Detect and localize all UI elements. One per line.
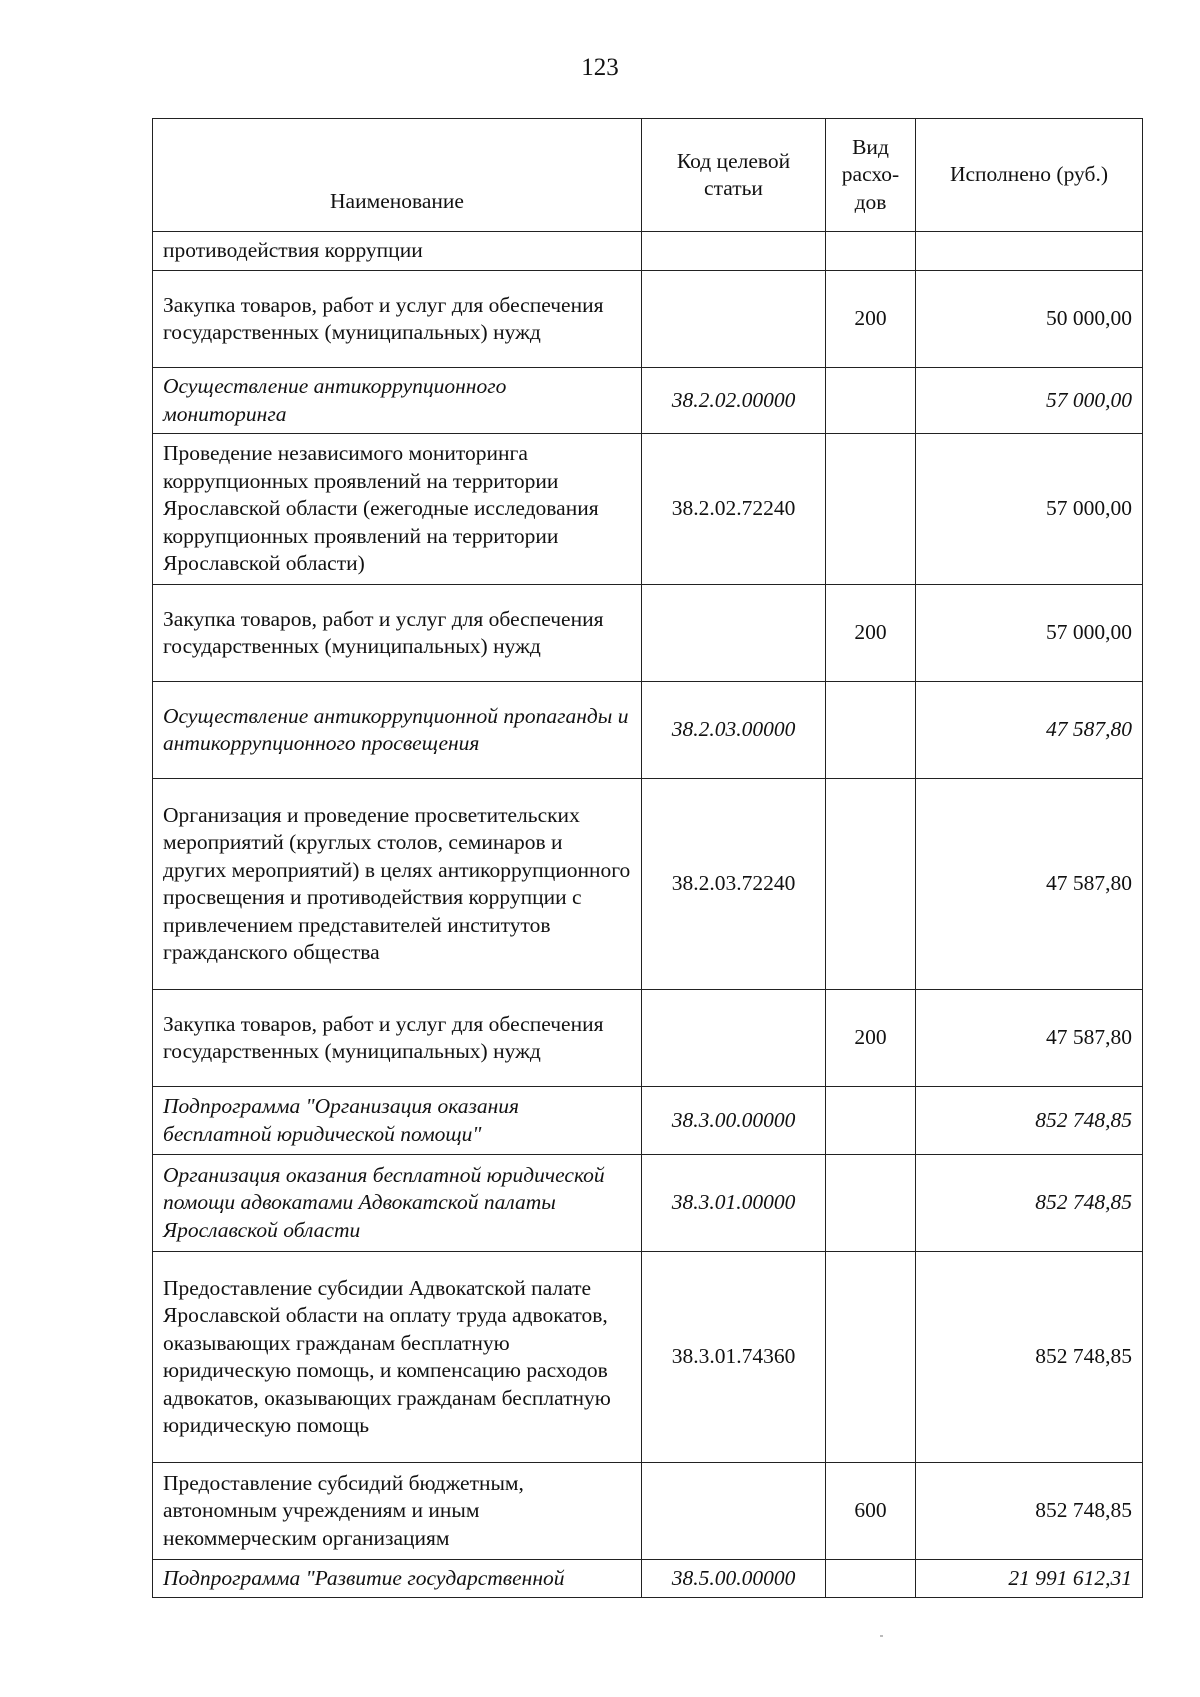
- row-code: 38.5.00.00000: [642, 1560, 826, 1598]
- scan-speck: [880, 1635, 883, 1637]
- row-amount: 21 991 612,31: [916, 1560, 1143, 1598]
- row-name: Закупка товаров, работ и услуг для обеспечения государственных (муниципальных) нужд: [153, 990, 642, 1087]
- row-name: противодействия коррупции: [153, 232, 642, 271]
- row-name: Закупка товаров, работ и услуг для обеспечения государственных (муниципальных) нужд: [153, 271, 642, 368]
- row-expense-type: [826, 1560, 916, 1598]
- row-name: Подпрограмма "Развитие государственной: [153, 1560, 642, 1598]
- page-number: 123: [581, 54, 619, 81]
- row-name: Организация оказания бесплатной юридической помощи адвокатами Адвокатской палаты Ярославской области: [153, 1155, 642, 1252]
- table-row: [153, 368, 1143, 434]
- row-name: Осуществление антикоррупционного мониторинга: [153, 368, 642, 434]
- row-expense-type: [826, 1155, 916, 1252]
- row-name: Проведение независимого мониторинга коррупционных проявлений на территории Ярославской области (ежегодные исследования коррупционных проявлений на территории Ярославской области): [153, 434, 642, 585]
- row-expense-type: [826, 1087, 916, 1155]
- row-expense-type: 200: [826, 271, 916, 368]
- row-name: Предоставление субсидии Адвокатской палате Ярославской области на оплату труда адвокатов, оказывающих гражданам бесплатную юридическую помощь, и компенсацию расходов адвокатов, оказывающих гражданам бесплатную юридическую помощь: [153, 1252, 642, 1463]
- table-row: [153, 779, 1143, 990]
- row-code: 38.2.03.72240: [642, 779, 826, 990]
- row-name: Осуществление антикоррупционной пропаганды и антикоррупционного просвещения: [153, 682, 642, 779]
- budget-execution-table: [152, 118, 1143, 1598]
- row-code: 38.3.01.00000: [642, 1155, 826, 1252]
- row-amount: 852 748,85: [916, 1155, 1143, 1252]
- row-amount: 57 000,00: [916, 434, 1143, 585]
- header-name: Наименование: [153, 119, 642, 232]
- row-amount: 852 748,85: [916, 1463, 1143, 1560]
- table-row: [153, 682, 1143, 779]
- row-expense-type: [826, 434, 916, 585]
- row-code: [642, 232, 826, 271]
- header-amount: Исполнено (руб.): [916, 119, 1143, 232]
- row-code: 38.2.02.72240: [642, 434, 826, 585]
- row-expense-type: 600: [826, 1463, 916, 1560]
- row-code: 38.3.00.00000: [642, 1087, 826, 1155]
- row-name: Организация и проведение просветительских мероприятий (круглых столов, семинаров и других мероприятий) в целях антикоррупционного просвещения и противодействия коррупции с привлечением представителей институтов гражданского общества: [153, 779, 642, 990]
- row-code: [642, 585, 826, 682]
- table-row: [153, 232, 1143, 271]
- row-expense-type: 200: [826, 990, 916, 1087]
- table-header-row: [153, 119, 1143, 232]
- row-code: 38.2.02.00000: [642, 368, 826, 434]
- table-row: [153, 990, 1143, 1087]
- row-amount: [916, 232, 1143, 271]
- header-expense-type: Вид расхо-дов: [826, 119, 916, 232]
- row-expense-type: [826, 368, 916, 434]
- row-code: 38.3.01.74360: [642, 1252, 826, 1463]
- row-name: Закупка товаров, работ и услуг для обеспечения государственных (муниципальных) нужд: [153, 585, 642, 682]
- header-code: Код целевой статьи: [642, 119, 826, 232]
- table-row: [153, 1155, 1143, 1252]
- table-row: [153, 585, 1143, 682]
- row-expense-type: 200: [826, 585, 916, 682]
- row-expense-type: [826, 779, 916, 990]
- row-amount: 852 748,85: [916, 1087, 1143, 1155]
- row-amount: 50 000,00: [916, 271, 1143, 368]
- table-row: [153, 1463, 1143, 1560]
- row-amount: 57 000,00: [916, 585, 1143, 682]
- table-row: [153, 271, 1143, 368]
- row-amount: 57 000,00: [916, 368, 1143, 434]
- row-code: [642, 990, 826, 1087]
- row-expense-type: [826, 682, 916, 779]
- table-row: [153, 1087, 1143, 1155]
- table-row: [153, 434, 1143, 585]
- row-amount: 47 587,80: [916, 779, 1143, 990]
- row-name: Предоставление субсидий бюджетным, автономным учреждениям и иным некоммерческим организациям: [153, 1463, 642, 1560]
- row-amount: 47 587,80: [916, 990, 1143, 1087]
- row-code: [642, 271, 826, 368]
- table-row: [153, 1560, 1143, 1598]
- row-code: 38.2.03.00000: [642, 682, 826, 779]
- row-name: Подпрограмма "Организация оказания бесплатной юридической помощи": [153, 1087, 642, 1155]
- row-expense-type: [826, 1252, 916, 1463]
- row-amount: 47 587,80: [916, 682, 1143, 779]
- row-code: [642, 1463, 826, 1560]
- row-expense-type: [826, 232, 916, 271]
- row-amount: 852 748,85: [916, 1252, 1143, 1463]
- table-row: [153, 1252, 1143, 1463]
